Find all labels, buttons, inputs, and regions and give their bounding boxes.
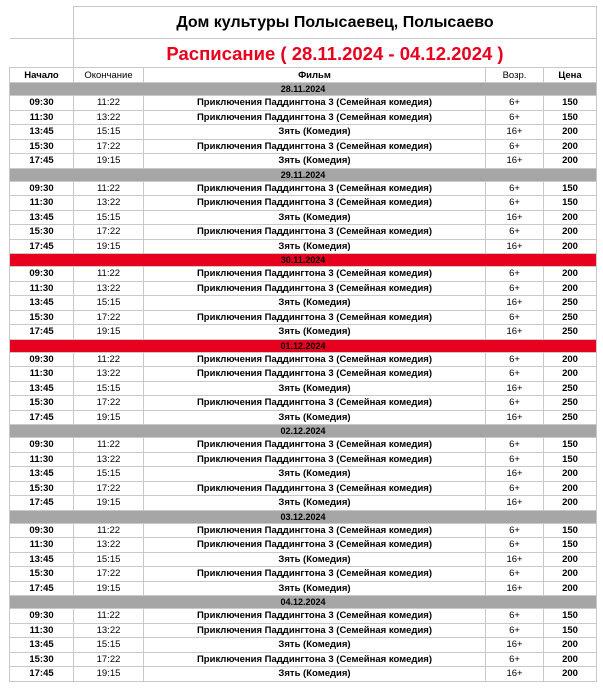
session-film-title: Приключения Паддингтона 3 (Семейная комедия) (144, 310, 486, 325)
session-row (10, 638, 597, 653)
session-price: 250 (544, 396, 597, 411)
session-end-time: 15:15 (74, 638, 144, 653)
session-film-title: Зять (Комедия) (144, 210, 486, 225)
session-row (10, 581, 597, 596)
session-age-rating: 16+ (486, 296, 544, 311)
session-film-title: Зять (Комедия) (144, 154, 486, 169)
session-row (10, 652, 597, 667)
session-film-title: Зять (Комедия) (144, 325, 486, 340)
session-end-time: 15:15 (74, 552, 144, 567)
session-start-time: 13:45 (10, 381, 74, 396)
session-price: 200 (544, 481, 597, 496)
session-start-time: 17:45 (10, 410, 74, 425)
subtitle-spacer (10, 39, 74, 68)
session-start-time: 15:30 (10, 139, 74, 154)
session-price: 200 (544, 667, 597, 682)
session-end-time: 19:15 (74, 496, 144, 511)
session-film-title: Зять (Комедия) (144, 410, 486, 425)
session-film-title: Приключения Паддингтона 3 (Семейная комедия) (144, 623, 486, 638)
session-film-title: Зять (Комедия) (144, 552, 486, 567)
session-film-title: Зять (Комедия) (144, 296, 486, 311)
session-row (10, 181, 597, 196)
session-film-title: Приключения Паддингтона 3 (Семейная комедия) (144, 538, 486, 553)
session-row (10, 267, 597, 282)
session-film-title: Приключения Паддингтона 3 (Семейная комедия) (144, 267, 486, 282)
session-price: 200 (544, 139, 597, 154)
session-start-time: 17:45 (10, 239, 74, 254)
session-age-rating: 6+ (486, 96, 544, 111)
session-end-time: 19:15 (74, 410, 144, 425)
session-row (10, 139, 597, 154)
session-price: 150 (544, 438, 597, 453)
date-label: 30.11.2024 (10, 254, 597, 267)
session-film-title: Приключения Паддингтона 3 (Семейная комедия) (144, 567, 486, 582)
session-start-time: 15:30 (10, 652, 74, 667)
session-row (10, 410, 597, 425)
session-start-time: 15:30 (10, 225, 74, 240)
session-age-rating: 6+ (486, 310, 544, 325)
session-price: 200 (544, 154, 597, 169)
session-end-time: 15:15 (74, 125, 144, 140)
session-price: 250 (544, 381, 597, 396)
session-age-rating: 6+ (486, 438, 544, 453)
session-age-rating: 6+ (486, 181, 544, 196)
session-end-time: 11:22 (74, 267, 144, 282)
session-start-time: 13:45 (10, 296, 74, 311)
session-age-rating: 6+ (486, 196, 544, 211)
schedule-sheet (9, 6, 596, 682)
session-row (10, 325, 597, 340)
session-price: 200 (544, 352, 597, 367)
session-start-time: 11:30 (10, 623, 74, 638)
session-age-rating: 16+ (486, 410, 544, 425)
session-end-time: 13:22 (74, 196, 144, 211)
session-film-title: Зять (Комедия) (144, 496, 486, 511)
session-film-title: Приключения Паддингтона 3 (Семейная комедия) (144, 367, 486, 382)
session-price: 200 (544, 567, 597, 582)
session-row (10, 196, 597, 211)
session-price: 150 (544, 96, 597, 111)
session-start-time: 15:30 (10, 310, 74, 325)
schedule-title: Расписание ( 28.11.2024 - 04.12.2024 ) (74, 39, 597, 68)
session-age-rating: 16+ (486, 325, 544, 340)
session-end-time: 11:22 (74, 609, 144, 624)
session-age-rating: 6+ (486, 652, 544, 667)
date-row (10, 596, 597, 609)
session-start-time: 15:30 (10, 567, 74, 582)
session-row (10, 481, 597, 496)
date-row (10, 254, 597, 267)
session-film-title: Приключения Паддингтона 3 (Семейная комедия) (144, 438, 486, 453)
session-film-title: Приключения Паддингтона 3 (Семейная комедия) (144, 609, 486, 624)
session-age-rating: 6+ (486, 538, 544, 553)
date-row (10, 83, 597, 96)
schedule-body (10, 7, 597, 682)
session-row (10, 96, 597, 111)
session-price: 200 (544, 125, 597, 140)
session-price: 200 (544, 496, 597, 511)
session-film-title: Приключения Паддингтона 3 (Семейная комедия) (144, 523, 486, 538)
session-price: 200 (544, 367, 597, 382)
session-row (10, 239, 597, 254)
session-end-time: 17:22 (74, 225, 144, 240)
session-price: 200 (544, 467, 597, 482)
session-end-time: 13:22 (74, 281, 144, 296)
date-row (10, 168, 597, 181)
col-header-price: Цена (544, 68, 597, 83)
session-end-time: 17:22 (74, 139, 144, 154)
date-label: 04.12.2024 (10, 596, 597, 609)
session-end-time: 19:15 (74, 325, 144, 340)
session-end-time: 11:22 (74, 96, 144, 111)
session-row (10, 352, 597, 367)
session-price: 150 (544, 538, 597, 553)
session-row (10, 623, 597, 638)
session-price: 250 (544, 325, 597, 340)
session-film-title: Приключения Паддингтона 3 (Семейная комедия) (144, 181, 486, 196)
session-row (10, 381, 597, 396)
session-age-rating: 6+ (486, 225, 544, 240)
date-label: 01.12.2024 (10, 339, 597, 352)
session-end-time: 15:15 (74, 381, 144, 396)
session-age-rating: 16+ (486, 210, 544, 225)
session-start-time: 11:30 (10, 452, 74, 467)
session-end-time: 13:22 (74, 452, 144, 467)
session-start-time: 09:30 (10, 609, 74, 624)
session-price: 250 (544, 296, 597, 311)
session-age-rating: 6+ (486, 110, 544, 125)
session-end-time: 13:22 (74, 367, 144, 382)
session-film-title: Приключения Паддингтона 3 (Семейная комедия) (144, 196, 486, 211)
session-row (10, 467, 597, 482)
date-row (10, 510, 597, 523)
session-price: 200 (544, 638, 597, 653)
session-film-title: Зять (Комедия) (144, 467, 486, 482)
session-age-rating: 16+ (486, 667, 544, 682)
session-price: 200 (544, 281, 597, 296)
session-row (10, 367, 597, 382)
session-end-time: 17:22 (74, 652, 144, 667)
session-age-rating: 6+ (486, 609, 544, 624)
schedule-table (9, 6, 597, 682)
date-row (10, 425, 597, 438)
session-start-time: 09:30 (10, 352, 74, 367)
session-film-title: Зять (Комедия) (144, 581, 486, 596)
session-row (10, 438, 597, 453)
session-row (10, 538, 597, 553)
session-row (10, 296, 597, 311)
session-end-time: 11:22 (74, 523, 144, 538)
session-price: 150 (544, 110, 597, 125)
session-row (10, 110, 597, 125)
session-price: 200 (544, 652, 597, 667)
session-start-time: 17:45 (10, 496, 74, 511)
session-start-time: 13:45 (10, 210, 74, 225)
session-age-rating: 6+ (486, 452, 544, 467)
session-start-time: 13:45 (10, 638, 74, 653)
session-age-rating: 16+ (486, 154, 544, 169)
session-row (10, 154, 597, 169)
col-header-end: Окончание (74, 68, 144, 83)
session-film-title: Зять (Комедия) (144, 239, 486, 254)
session-age-rating: 6+ (486, 367, 544, 382)
session-age-rating: 6+ (486, 523, 544, 538)
date-label: 02.12.2024 (10, 425, 597, 438)
session-age-rating: 6+ (486, 281, 544, 296)
session-price: 200 (544, 210, 597, 225)
session-price: 150 (544, 523, 597, 538)
session-start-time: 15:30 (10, 481, 74, 496)
session-film-title: Приключения Паддингтона 3 (Семейная комедия) (144, 481, 486, 496)
session-price: 200 (544, 581, 597, 596)
date-row (10, 339, 597, 352)
session-age-rating: 6+ (486, 623, 544, 638)
session-start-time: 09:30 (10, 181, 74, 196)
session-film-title: Зять (Комедия) (144, 638, 486, 653)
col-header-age: Возр. (486, 68, 544, 83)
session-end-time: 11:22 (74, 438, 144, 453)
session-price: 150 (544, 609, 597, 624)
session-age-rating: 16+ (486, 381, 544, 396)
session-row (10, 567, 597, 582)
session-start-time: 11:30 (10, 281, 74, 296)
session-film-title: Приключения Паддингтона 3 (Семейная комедия) (144, 281, 486, 296)
session-start-time: 13:45 (10, 467, 74, 482)
col-header-start: Начало (10, 68, 74, 83)
session-start-time: 17:45 (10, 667, 74, 682)
session-age-rating: 16+ (486, 581, 544, 596)
session-film-title: Приключения Паддингтона 3 (Семейная комедия) (144, 110, 486, 125)
session-row (10, 210, 597, 225)
session-row (10, 125, 597, 140)
session-price: 200 (544, 552, 597, 567)
session-start-time: 17:45 (10, 154, 74, 169)
session-end-time: 17:22 (74, 567, 144, 582)
session-end-time: 11:22 (74, 181, 144, 196)
date-label: 03.12.2024 (10, 510, 597, 523)
session-end-time: 13:22 (74, 110, 144, 125)
session-film-title: Приключения Паддингтона 3 (Семейная комедия) (144, 225, 486, 240)
session-age-rating: 6+ (486, 481, 544, 496)
session-film-title: Приключения Паддингтона 3 (Семейная комедия) (144, 139, 486, 154)
session-age-rating: 16+ (486, 638, 544, 653)
session-age-rating: 6+ (486, 567, 544, 582)
session-end-time: 11:22 (74, 352, 144, 367)
session-price: 150 (544, 181, 597, 196)
session-price: 200 (544, 239, 597, 254)
session-start-time: 11:30 (10, 110, 74, 125)
session-row (10, 281, 597, 296)
session-start-time: 17:45 (10, 325, 74, 340)
session-end-time: 17:22 (74, 396, 144, 411)
session-end-time: 19:15 (74, 154, 144, 169)
session-end-time: 19:15 (74, 581, 144, 596)
session-row (10, 667, 597, 682)
session-start-time: 09:30 (10, 267, 74, 282)
session-start-time: 13:45 (10, 552, 74, 567)
session-start-time: 11:30 (10, 367, 74, 382)
session-film-title: Приключения Паддингтона 3 (Семейная комедия) (144, 452, 486, 467)
session-end-time: 17:22 (74, 481, 144, 496)
session-age-rating: 6+ (486, 396, 544, 411)
session-price: 200 (544, 267, 597, 282)
date-label: 29.11.2024 (10, 168, 597, 181)
session-row (10, 452, 597, 467)
title-row (10, 7, 597, 39)
session-price: 250 (544, 410, 597, 425)
session-start-time: 09:30 (10, 438, 74, 453)
session-end-time: 19:15 (74, 667, 144, 682)
session-start-time: 11:30 (10, 538, 74, 553)
date-label: 28.11.2024 (10, 83, 597, 96)
session-row (10, 552, 597, 567)
session-end-time: 19:15 (74, 239, 144, 254)
session-price: 150 (544, 196, 597, 211)
session-age-rating: 6+ (486, 267, 544, 282)
session-price: 150 (544, 623, 597, 638)
session-film-title: Зять (Комедия) (144, 667, 486, 682)
session-start-time: 11:30 (10, 196, 74, 211)
session-row (10, 523, 597, 538)
session-row (10, 496, 597, 511)
session-end-time: 15:15 (74, 296, 144, 311)
session-row (10, 225, 597, 240)
session-age-rating: 16+ (486, 552, 544, 567)
session-row (10, 396, 597, 411)
session-end-time: 17:22 (74, 310, 144, 325)
session-film-title: Зять (Комедия) (144, 125, 486, 140)
session-film-title: Зять (Комедия) (144, 381, 486, 396)
session-start-time: 09:30 (10, 96, 74, 111)
session-price: 250 (544, 310, 597, 325)
session-age-rating: 6+ (486, 139, 544, 154)
session-film-title: Приключения Паддингтона 3 (Семейная комедия) (144, 652, 486, 667)
subtitle-row (10, 39, 597, 68)
session-price: 200 (544, 225, 597, 240)
session-age-rating: 6+ (486, 352, 544, 367)
session-end-time: 15:15 (74, 210, 144, 225)
column-header-row (10, 68, 597, 83)
session-age-rating: 16+ (486, 239, 544, 254)
session-price: 150 (544, 452, 597, 467)
session-start-time: 17:45 (10, 581, 74, 596)
session-start-time: 09:30 (10, 523, 74, 538)
session-row (10, 609, 597, 624)
session-age-rating: 16+ (486, 496, 544, 511)
session-film-title: Приключения Паддингтона 3 (Семейная комедия) (144, 396, 486, 411)
session-end-time: 13:22 (74, 538, 144, 553)
session-age-rating: 16+ (486, 125, 544, 140)
col-header-film: Фильм (144, 68, 486, 83)
session-age-rating: 16+ (486, 467, 544, 482)
venue-title: Дом культуры Полысаевец, Полысаево (74, 7, 597, 39)
session-film-title: Приключения Паддингтона 3 (Семейная комедия) (144, 352, 486, 367)
session-end-time: 15:15 (74, 467, 144, 482)
title-spacer (10, 7, 74, 39)
session-end-time: 13:22 (74, 623, 144, 638)
session-start-time: 15:30 (10, 396, 74, 411)
session-row (10, 310, 597, 325)
session-start-time: 13:45 (10, 125, 74, 140)
session-film-title: Приключения Паддингтона 3 (Семейная комедия) (144, 96, 486, 111)
